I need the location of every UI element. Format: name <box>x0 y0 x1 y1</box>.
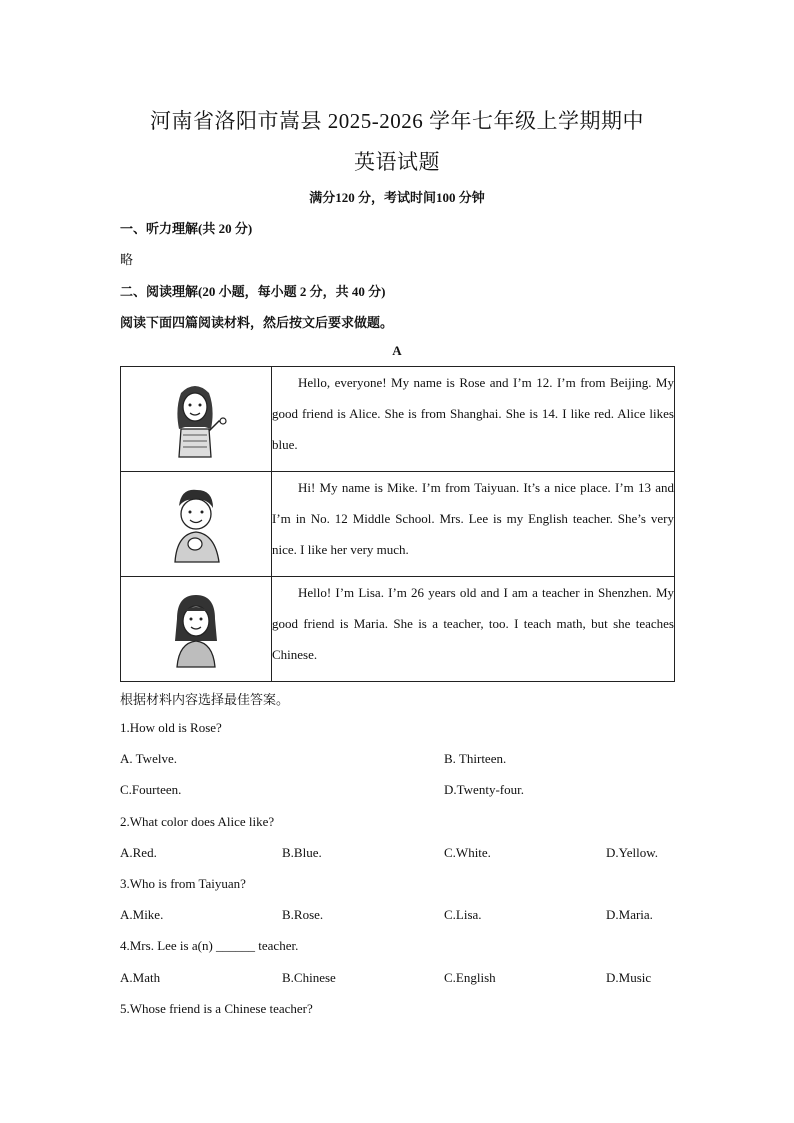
option-c: C.English <box>444 970 496 985</box>
passage-picture-cell <box>121 472 272 577</box>
girl-waving-icon <box>161 379 231 459</box>
option-c: C.Lisa. <box>444 907 482 922</box>
passage-row <box>121 367 675 472</box>
passage-text-cell <box>272 577 675 682</box>
passage-picture-cell <box>121 577 272 682</box>
passage-row <box>121 472 675 577</box>
passage-text-cell <box>272 472 675 577</box>
option-c: C.White. <box>444 845 491 860</box>
document-subject: 英语试题 <box>354 150 440 174</box>
question-prompt: 根据材料内容选择最佳答案。 <box>120 692 290 707</box>
option-b: B.Chinese <box>282 970 336 985</box>
question-stem: 5.Whose friend is a Chinese teacher? <box>120 1001 313 1016</box>
listening-heading: 一、听力理解(共 20 分) <box>120 221 253 236</box>
passage-label: A <box>392 343 402 358</box>
passage-text: Hello, everyone! My name is Rose and I’m 12. I’m from Beijing. My good friend is Alice. She is from Shanghai. She is 14. I like red. Alice likes blue. <box>272 375 674 452</box>
option-d: D.Music <box>606 970 652 985</box>
passage-text-cell <box>272 367 675 472</box>
question-stem: 4.Mrs. Lee is a(n) ______ teacher. <box>120 938 299 953</box>
option-a: A.Math <box>120 970 161 985</box>
question-stem: 3.Who is from Taiyuan? <box>120 876 246 891</box>
passage-table <box>120 366 675 682</box>
option-a: A. Twelve. <box>120 751 177 766</box>
option-b: B. Thirteen. <box>444 751 507 766</box>
listening-note: 略 <box>120 252 134 267</box>
girl-smiling-icon <box>161 589 231 669</box>
passage-picture-cell <box>121 367 272 472</box>
document-title: 河南省洛阳市嵩县 2025-2026 学年七年级上学期期中 <box>150 109 644 133</box>
score-time-line: 满分120 分，考试时间100 分钟 <box>309 190 485 205</box>
passage-row <box>121 577 675 682</box>
reading-instruction: 阅读下面四篇阅读材料，然后按文后要求做题。 <box>120 315 394 330</box>
reading-heading: 二、阅读理解(20 小题，每小题 2 分，共 40 分) <box>120 284 386 299</box>
option-b: B.Blue. <box>282 845 322 860</box>
passage-text: Hi! My name is Mike. I’m from Taiyuan. It’s a nice place. I’m 13 and I’m in No. 12 Middle School. Mrs. Lee is my English teacher. She’s very nice. I like her very much. <box>272 480 674 557</box>
option-b: B.Rose. <box>282 907 324 922</box>
question-stem: 1.How old is Rose? <box>120 720 222 735</box>
option-a: A.Mike. <box>120 907 164 922</box>
question-stem: 2.What color does Alice like? <box>120 814 275 829</box>
option-c: C.Fourteen. <box>120 782 182 797</box>
passage-text: Hello! I’m Lisa. I’m 26 years old and I am a teacher in Shenzhen. My good friend is Maria. She is a teacher, too. I teach math, but she teaches Chinese. <box>272 585 674 662</box>
option-d: D.Twenty-four. <box>444 782 524 797</box>
option-d: D.Maria. <box>606 907 653 922</box>
boy-hands-clasped-icon <box>161 484 231 564</box>
option-d: D.Yellow. <box>606 845 659 860</box>
option-a: A.Red. <box>120 845 157 860</box>
